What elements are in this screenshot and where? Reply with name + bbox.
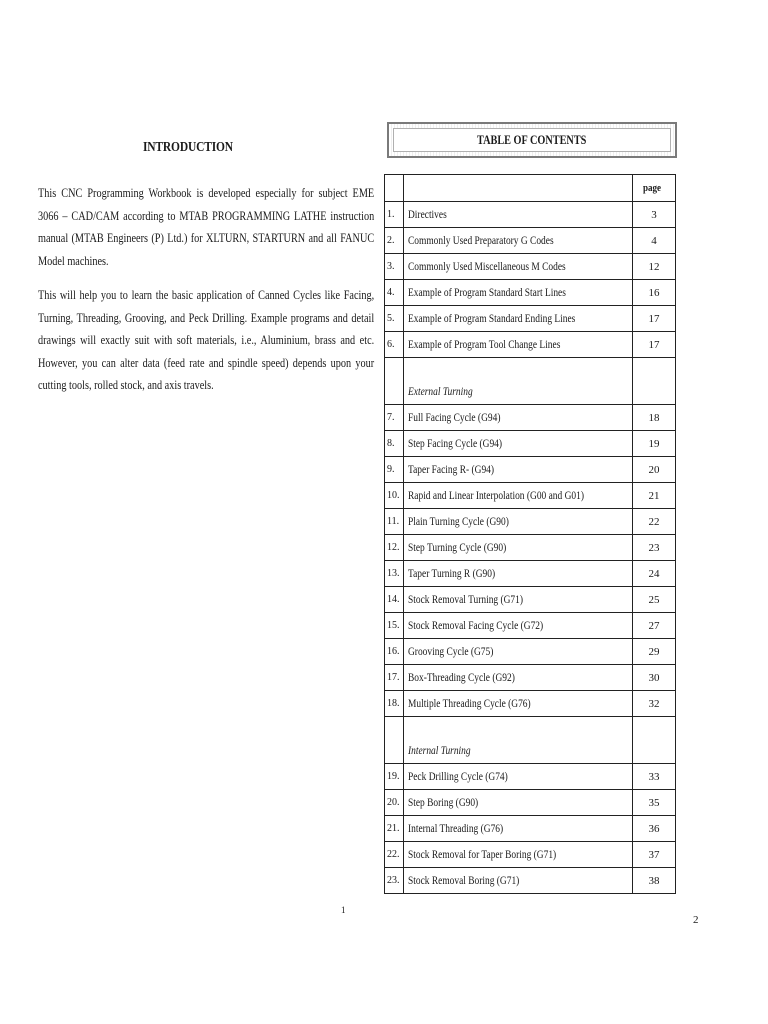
toc-row-number: 8. — [385, 431, 404, 457]
toc-row-title — [404, 405, 633, 431]
toc-page-header — [633, 175, 676, 202]
intro-paragraph-1: This CNC Programming Workbook is developed especially for subject EME 3066 – CAD/CAM according to MTAB PROGRAMMING LATHE instruction manual (MTAB Engineers (P) Ltd.) for XLTURN, STARTURN and all FANUC Model machines. — [38, 186, 375, 268]
toc-row-title — [404, 764, 633, 790]
toc-row-number: 16. — [385, 639, 404, 665]
toc-row-title-text: Step Boring (G90) — [408, 796, 479, 809]
toc-title-box — [387, 122, 677, 158]
toc-row-number: 21. — [385, 816, 404, 842]
toc-row-page: 37 — [633, 842, 676, 868]
toc-row-title — [404, 509, 633, 535]
toc-row-page: 36 — [633, 816, 676, 842]
toc-table — [384, 174, 676, 894]
toc-row — [385, 587, 676, 613]
toc-row-page: 17 — [633, 332, 676, 358]
toc-row-number: 2. — [385, 228, 404, 254]
toc-row — [385, 228, 676, 254]
toc-row — [385, 691, 676, 717]
toc-row-title — [404, 665, 633, 691]
toc-row-title — [404, 457, 633, 483]
toc-row-title-text: Taper Turning R (G90) — [408, 567, 496, 580]
toc-page-header-label: page — [643, 182, 662, 194]
toc-row-number: 1. — [385, 202, 404, 228]
toc-section-label: External Turning — [408, 386, 473, 398]
toc-section-title — [404, 717, 633, 764]
toc-section-num — [385, 717, 404, 764]
toc-row-page: 17 — [633, 306, 676, 332]
toc-row — [385, 790, 676, 816]
toc-row-title-text: Commonly Used Miscellaneous M Codes — [408, 260, 566, 273]
toc-section-page — [633, 717, 676, 764]
toc-row-page: 18 — [633, 405, 676, 431]
toc-row-page: 25 — [633, 587, 676, 613]
toc-row-page: 32 — [633, 691, 676, 717]
toc-row — [385, 764, 676, 790]
toc-row-number: 3. — [385, 254, 404, 280]
toc-row-title — [404, 613, 633, 639]
toc-row-title — [404, 842, 633, 868]
toc-row-number: 22. — [385, 842, 404, 868]
toc-row — [385, 561, 676, 587]
toc-body — [385, 175, 676, 894]
toc-row-title-text: Taper Facing R- (G94) — [408, 463, 495, 476]
toc-row-page: 24 — [633, 561, 676, 587]
toc-row-title-text: Multiple Threading Cycle (G76) — [408, 697, 531, 710]
toc-row-title-text: Grooving Cycle (G75) — [408, 645, 494, 658]
toc-row-page: 4 — [633, 228, 676, 254]
toc-row-title-text: Internal Threading (G76) — [408, 822, 504, 835]
page-number-left: 1 — [341, 905, 346, 915]
toc-row-title — [404, 332, 633, 358]
toc-row-title — [404, 431, 633, 457]
toc-row-page: 27 — [633, 613, 676, 639]
toc-row — [385, 665, 676, 691]
toc-row — [385, 280, 676, 306]
toc-row-title — [404, 790, 633, 816]
toc-row-page: 12 — [633, 254, 676, 280]
toc-row-title-text: Step Turning Cycle (G90) — [408, 541, 507, 554]
toc-row-title — [404, 587, 633, 613]
toc-row-title-text: Stock Removal Facing Cycle (G72) — [408, 619, 544, 632]
toc-row — [385, 202, 676, 228]
intro-paragraph-2: This will help you to learn the basic application of Canned Cycles like Facing, Turning, Threading, Grooving, and Peck Drilling. Example programs and detail drawings will exactly suit with soft materials, i.e., Aluminium, brass and etc. However, you can alter data (feed rate and spindle speed) depends upon your cutting tools, rolled stock, and axis travels. — [38, 288, 375, 392]
toc-row-title-text: Directives — [408, 208, 447, 221]
toc-row-page: 16 — [633, 280, 676, 306]
toc-row-number: 13. — [385, 561, 404, 587]
toc-row-page: 20 — [633, 457, 676, 483]
toc-row-title-text: Example of Program Tool Change Lines — [408, 338, 561, 351]
toc-header-row — [385, 175, 676, 202]
toc-row-number: 19. — [385, 764, 404, 790]
toc-section-row — [385, 717, 676, 764]
toc-row — [385, 405, 676, 431]
toc-row-number: 10. — [385, 483, 404, 509]
toc-row-number: 5. — [385, 306, 404, 332]
toc-row-title — [404, 202, 633, 228]
toc-row-title — [404, 228, 633, 254]
toc-row — [385, 639, 676, 665]
toc-row — [385, 254, 676, 280]
toc-row-title-text: Commonly Used Preparatory G Codes — [408, 234, 554, 247]
toc-row — [385, 431, 676, 457]
toc-row — [385, 842, 676, 868]
toc-row-page: 30 — [633, 665, 676, 691]
toc-row-title — [404, 483, 633, 509]
toc-title-frame — [393, 128, 671, 152]
toc-row-number: 18. — [385, 691, 404, 717]
toc-row-number: 7. — [385, 405, 404, 431]
toc-row-title-text: Box-Threading Cycle (G92) — [408, 671, 515, 684]
toc-row — [385, 868, 676, 894]
toc-header-title — [404, 175, 633, 202]
toc-section-page — [633, 358, 676, 405]
toc-row-title-text: Example of Program Standard Start Lines — [408, 286, 566, 299]
toc-row — [385, 483, 676, 509]
toc-row — [385, 332, 676, 358]
toc-row-number: 20. — [385, 790, 404, 816]
toc-row-page: 33 — [633, 764, 676, 790]
toc-row-title-text: Full Facing Cycle (G94) — [408, 411, 501, 424]
toc-row-page: 35 — [633, 790, 676, 816]
toc-row-page: 29 — [633, 639, 676, 665]
toc-row-number: 11. — [385, 509, 404, 535]
toc-section-title — [404, 358, 633, 405]
page-number-right: 2 — [693, 914, 699, 926]
toc-row-title — [404, 280, 633, 306]
toc-row-title — [404, 254, 633, 280]
toc-row — [385, 306, 676, 332]
toc-row-number: 14. — [385, 587, 404, 613]
toc-row — [385, 613, 676, 639]
toc-row-title — [404, 535, 633, 561]
toc-row-title — [404, 868, 633, 894]
toc-row-title — [404, 816, 633, 842]
toc-row-number: 9. — [385, 457, 404, 483]
toc-row-page: 19 — [633, 431, 676, 457]
toc-row — [385, 457, 676, 483]
toc-section-row — [385, 358, 676, 405]
toc-row-page: 22 — [633, 509, 676, 535]
toc-row-title-text: Step Facing Cycle (G94) — [408, 437, 503, 450]
toc-row-title — [404, 306, 633, 332]
toc-row-title — [404, 691, 633, 717]
introduction-body — [38, 182, 374, 409]
toc-row — [385, 816, 676, 842]
toc-row — [385, 509, 676, 535]
toc-title: TABLE OF CONTENTS — [477, 132, 587, 147]
toc-row-number: 6. — [385, 332, 404, 358]
toc-section-num — [385, 358, 404, 405]
toc-row-page: 3 — [633, 202, 676, 228]
toc-section-label: Internal Turning — [408, 745, 471, 757]
toc-row-title-text: Stock Removal Turning (G71) — [408, 593, 524, 606]
toc-row-number: 15. — [385, 613, 404, 639]
toc-row-number: 4. — [385, 280, 404, 306]
toc-row-number: 23. — [385, 868, 404, 894]
toc-row-title — [404, 561, 633, 587]
toc-row-title-text: Rapid and Linear Interpolation (G00 and G01) — [408, 489, 584, 502]
toc-row-page: 23 — [633, 535, 676, 561]
toc-row-title-text: Example of Program Standard Ending Lines — [408, 312, 576, 325]
toc-row-title — [404, 639, 633, 665]
toc-row-title-text: Plain Turning Cycle (G90) — [408, 515, 509, 528]
toc-row-number: 12. — [385, 535, 404, 561]
toc-row — [385, 535, 676, 561]
toc-row-title-text: Stock Removal Boring (G71) — [408, 874, 520, 887]
toc-row-title-text: Peck Drilling Cycle (G74) — [408, 770, 508, 783]
toc-header-num — [385, 175, 404, 202]
introduction-heading: INTRODUCTION — [143, 140, 233, 155]
toc-row-page: 21 — [633, 483, 676, 509]
toc-row-title-text: Stock Removal for Taper Boring (G71) — [408, 848, 557, 861]
toc-row-page: 38 — [633, 868, 676, 894]
toc-row-number: 17. — [385, 665, 404, 691]
